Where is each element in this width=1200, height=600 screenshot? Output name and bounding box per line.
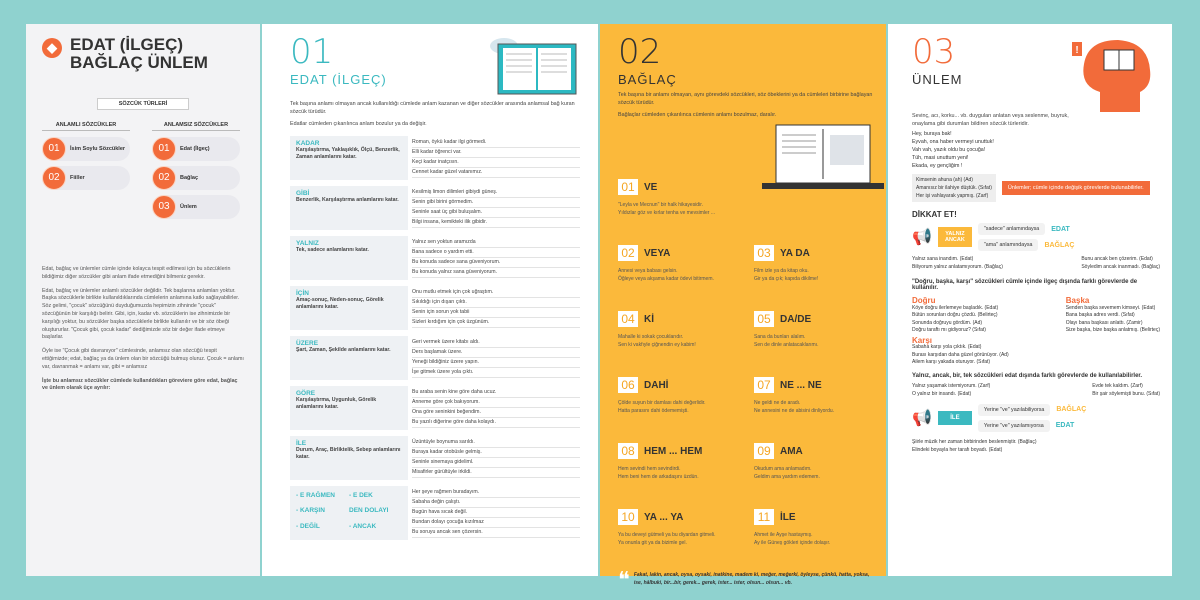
paragraph: Edat, bağlaç ve ünlemler anlamlı sözcükler değildir. Tek başlarına anlamları yoktur. Başka sözcüklerle birlikte kullanıldıklarında cümlelerin anlamına katkı sağlayabilirler. Söz gelimi, "çocuk" sözcüğünü duyduğumuzda hepimizin zihninde "çocuk" sözcüğünün bir karşılığı belirir. Gibi, için, kadar vb. sözcüklerin ise zihnimizde bir karşılığı yoktur, bu sözcükler başka sözcüklerle birlikte kullanılır ve bir söz öbeği oluştururlar. "Çocuk gibi, çocuk kadar" dediğimizde söz bir değer ifade etmeye başlarlar.	[42, 287, 240, 341]
edat-example: Bana sadece o yardım etti.	[412, 248, 580, 258]
section-title: BAĞLAÇ	[618, 72, 677, 87]
edat-example: Misafirler gürültüyle irkildi.	[412, 468, 580, 478]
edat-example: Kesilmiş limon dilimleri gibiydi güneş.	[412, 188, 580, 198]
conjunction-example: Gir ya da çık; kapıda dikilme!	[754, 276, 819, 282]
conjunction-card	[618, 245, 738, 311]
edat-keyword: - E RAĞMEN	[296, 492, 335, 499]
panel-header	[42, 36, 244, 72]
conjunction-card	[618, 179, 738, 245]
edat-example: Bu araba senin kine göre daha ucuz.	[412, 388, 580, 398]
conjunction-example: Okudum ama anlamadım.	[754, 466, 812, 472]
edat-keyword: ÜZERE	[296, 340, 319, 347]
edat-keyword: İÇİN	[296, 290, 309, 297]
interjection-example: Vah vah, yazık oldu bu çocuğa!	[912, 147, 986, 153]
dikkat-heading: DİKKAT ET!	[912, 210, 957, 219]
conjunction-card	[618, 377, 738, 443]
edat-keyword: - DEĞİL	[296, 522, 320, 530]
conjunction-word: VE	[644, 181, 658, 193]
meaning-tag: Yerine "ve" yazılamıyorsa	[978, 420, 1050, 432]
edat-keyword: DEN DOLAYI	[349, 507, 389, 515]
conjunction-example: Annesi veya babası gelsin.	[618, 268, 678, 274]
example-line: Söyledim ancak inanmadı. (Bağlaç)	[1081, 264, 1160, 270]
conjunction-example: Yıldızlar göz ve kırlar tenha ve mevsimler ...	[618, 210, 715, 216]
conjunction-card	[754, 443, 874, 509]
example-line: Şiirle müzik her zaman birbirinden beslenmiştir. (Bağlaç)	[912, 438, 1037, 445]
conjunction-example: Ay ile Güneş gökleri içinde dolaşır.	[754, 540, 831, 546]
example-line: Size başka, bize başka anlatmış. (Belirteç)	[1065, 327, 1160, 333]
edat-desc: Tek, sadece anlamlarını katar.	[296, 247, 369, 253]
edat-example: Sıkıldığı için dışarı çıktı.	[412, 298, 580, 308]
conjunction-number: 11	[754, 509, 774, 525]
conjunction-example: Hatta parasını dahi ödememişti.	[618, 408, 689, 414]
edat-row	[290, 136, 584, 180]
item-label: Ünlem	[180, 204, 197, 210]
role-example: Amanısız bir ilahiye düştük. (Sıfat)	[916, 185, 992, 191]
edat-row	[290, 286, 584, 330]
conjunction-word: DAHİ	[644, 379, 669, 391]
interjection-example: Tüh, masi unuttum yeni!	[912, 155, 969, 161]
edat-example: Sizleri kırdığım için çok üzgünüm.	[412, 318, 580, 328]
edat-example: Ders başlamak üzere.	[412, 348, 580, 358]
conjunction-example: "Leyla ve Mecnun" bir halk hikayesidir.	[618, 202, 703, 208]
conjunction-example: Hem sevindi hem sevindirdi.	[618, 466, 681, 472]
subheading: Başka	[1065, 296, 1090, 305]
item-number: 01	[152, 137, 176, 161]
edat-example: Buraya kadar otobüsle gelmiş.	[412, 448, 580, 458]
column-heading: ANLAMSIZ SÖZCÜKLER	[152, 122, 240, 131]
edat-example: Her şeye rağmen buradayım.	[412, 488, 580, 498]
edat-desc: Şart, Zaman, Şekilde anlamlarını katar.	[296, 347, 391, 353]
role-example: Kimsenin ahuna (ah) (Ad)	[916, 177, 973, 183]
edat-keyword: - ANCAK	[349, 522, 377, 530]
edat-example: İşe gitmek üzere yola çıktı.	[412, 368, 580, 378]
example-line: Sonunda doğruyu gördüm. (Ad)	[912, 319, 983, 326]
baglac-panel	[600, 24, 886, 592]
column-heading: ANLAMLI SÖZCÜKLER	[42, 122, 130, 131]
conjunction-word: AMA	[780, 445, 803, 457]
tree-item	[152, 137, 240, 161]
example-line: Bana başka adres verdi. (Sıfat)	[1065, 312, 1135, 318]
example-line: Sabaha karşı yola çıktık. (Edat)	[912, 344, 982, 350]
edat-label: EDAT	[1051, 225, 1070, 233]
example-line: Olayı bana başkası anlattı. (Zamir)	[1065, 319, 1143, 326]
example-line: Bütün sorunları doğru çözdü. (Belirteç)	[912, 312, 998, 318]
conjunction-example: Çölde suyun bir damlası dahi değerlidir.	[618, 400, 706, 406]
item-number: 01	[42, 137, 66, 161]
conjunction-grid	[618, 179, 874, 575]
yalniz-ancak-badge: YALNIZ ANCAK	[938, 227, 972, 247]
conjunction-word: DA/DE	[780, 313, 812, 325]
conjunction-example: Ya onunla git ya da bizimle gel.	[618, 540, 687, 546]
item-number: 02	[152, 166, 176, 190]
conjunction-card	[754, 377, 874, 443]
example-line: Yalnız sana inandım. (Edat)	[912, 256, 974, 262]
example-line: Evde tek kaldım. (Zarf)	[1092, 382, 1143, 389]
edat-row	[290, 236, 584, 280]
edat-row-last	[290, 486, 584, 540]
subheading: Doğru	[912, 296, 936, 305]
edat-example: Bu konuda sadece sana güveniyorum.	[412, 258, 580, 268]
edat-label: EDAT	[1055, 422, 1075, 429]
note-quote: "Doğru, başka, karşı" sözcükleri cümle içinde ilgeç dışında farklı görevlerde de kullanılır.	[912, 279, 1138, 291]
section-number: 03	[912, 32, 956, 72]
intro-text	[42, 266, 244, 393]
conjunction-card	[618, 443, 738, 509]
conjunction-example: Ya bu deveyi gütmeli ya bu diyardan gitmeli.	[618, 532, 716, 538]
example-line: Yalnız yaşamak istemiyorum. (Zarf)	[912, 382, 991, 389]
meaning-tag: "sadece" anlamındaysa	[978, 223, 1045, 235]
conjunction-example: Hem beni hem de arkadaşını üzdün.	[618, 474, 699, 480]
conjunction-example: Sen ki vakfıyle çiğnendin ey kabim!	[618, 342, 696, 348]
section-title: ÜNLEM	[912, 72, 963, 87]
subheading: Karşı	[912, 335, 933, 345]
edat-example: Onu mutlu etmek için çok uğraştım.	[412, 288, 580, 298]
edat-example: Cennet kadar güzel vatanımız.	[412, 168, 580, 178]
baglac-label: BAĞLAÇ	[1044, 241, 1075, 249]
open-book-icon	[488, 34, 584, 96]
conjunction-card	[754, 245, 874, 311]
paragraph: Öyle ise "Çocuk gibi davranıyor" cümlesinde, anlamsız olan sözcüğü tespit ettiğimizde; edat, bağlaç ya da ünlem olan bir sözcüğü bulmuş oluruz. Çocuk = anlamı var, davranmak = anlamı var, gibi = anlamsız	[42, 348, 244, 370]
edat-example: Roman, öykü kadar ilgi görmedi.	[412, 138, 580, 148]
edat-example: Yalnız sen yoktun aramızda	[412, 238, 580, 248]
interjection-examples	[912, 130, 1160, 170]
conjunction-word: YA DA	[780, 247, 810, 259]
conjunction-number: 01	[618, 179, 638, 195]
conjunction-number: 05	[754, 311, 774, 327]
conjunction-example: Film izle ya da kitap oku.	[754, 268, 809, 274]
role-example: Her işi vahlayarak yapmış. (Zarf)	[916, 193, 989, 199]
meaning-tag: Yerine "ve" yazılabiliyorsa	[978, 404, 1050, 416]
edat-example: Seninle saat üç gibi buluşalım.	[412, 208, 580, 218]
conjunction-number: 08	[618, 443, 638, 459]
edat-keyword: - E DEK	[349, 492, 373, 499]
conjunction-number: 09	[754, 443, 774, 459]
conjunction-example: Mahalle ki sokak çocuklarıdır.	[618, 334, 684, 340]
example-line: Ailem karşı yakada oturuyor. (Sıfat)	[912, 359, 991, 365]
conjunction-example: Ahmet ile Ayşe hastaymış.	[754, 532, 813, 538]
item-label: Fiiller	[70, 175, 85, 181]
conjunction-word: İLE	[780, 511, 796, 523]
edat-example: Bugün hava sıcak değil.	[412, 508, 580, 518]
paragraph: Edat, bağlaç ve ünlemler cümle içinde kolayca tespit edilmesi için bu sözcüklerin bildiğimiz diğer sözcükler gibi anlam ifade etmediğini bilmeniz gerekir.	[42, 266, 231, 280]
edat-example: Sabaha değin çalıştı.	[412, 498, 580, 508]
edat-desc: Benzerlik, Karşılaştırma anlamlarını katar.	[296, 197, 399, 203]
conjunction-word: YA ... YA	[644, 511, 684, 523]
conjunction-card	[618, 509, 738, 575]
conjunction-word: HEM ... HEM	[644, 445, 703, 457]
item-number: 02	[42, 166, 66, 190]
edat-example: Ona göre seninkini beğendim.	[412, 408, 580, 418]
laptop-icon	[758, 123, 888, 193]
page-title: EDAT (İLGEÇ) BAĞLAÇ ÜNLEM	[70, 35, 208, 72]
note-quote: Yalnız, ancak, bir, tek sözcükleri edat dışında farklı görevlerde de kullanılabilirler.	[912, 372, 1143, 379]
edat-panel	[262, 24, 598, 576]
conjunction-number: 02	[618, 245, 638, 261]
edat-example: Bilgi insana, kemikteki ilik gibidir.	[412, 218, 580, 228]
megaphone-icon: 📢	[912, 229, 932, 246]
conjunction-example: Ne geldi ne de aradı.	[754, 400, 801, 406]
word-types-tree	[42, 98, 244, 258]
section-number: 02	[618, 32, 662, 72]
item-label: Edat (İlgeç)	[180, 146, 210, 152]
tree-root: SÖZCÜK TÜRLERİ	[97, 98, 189, 110]
ile-badge: İLE	[938, 411, 972, 425]
conjunction-word: VEYA	[644, 247, 671, 259]
section-intro-2: Bağlaçlar cümleden çıkarılınca cümlenin anlamı bozulmaz, daralır.	[618, 112, 777, 118]
section-title: EDAT (İLGEÇ)	[290, 72, 387, 87]
edat-keyword: YALNIZ	[296, 240, 319, 247]
edat-example: Senin için sorun yok tabii	[412, 308, 580, 318]
conjunction-number: 03	[754, 245, 774, 261]
edat-keyword: GÖRE	[296, 390, 316, 397]
meaningful-words-column	[42, 122, 130, 195]
conjunction-card	[618, 311, 738, 377]
tree-item	[42, 137, 130, 161]
item-number: 03	[152, 195, 176, 219]
edat-row	[290, 186, 584, 230]
edat-row	[290, 436, 584, 480]
conjunction-number: 10	[618, 509, 638, 525]
edat-example: Yeneği bildiğiniz üzere yapın.	[412, 358, 580, 368]
example-line: Senden başka sevemem kimseyi. (Edat)	[1065, 304, 1156, 311]
item-label: İsim Soylu Sözcükler	[70, 146, 126, 152]
unlem-panel	[888, 24, 1172, 576]
edat-keyword: KADAR	[296, 140, 320, 147]
conjunction-example: Sen de dinle anlatacaklarımı.	[754, 342, 819, 348]
edat-desc: Karşılaştırma, Yaklaşıklık, Ölçü, Benzerlik, Zaman anlamlarını katar.	[296, 147, 400, 160]
example-line: Bunu ancak ben çözerim. (Edat)	[1081, 256, 1153, 262]
section-intro: Sevinç, acı, korku... vb. duyguları anlatan veya seslenme, buyruk, onaylama gibi durumları bildiren sözcük türleridir.	[912, 113, 1069, 127]
baglac-label: BAĞLAÇ	[1056, 406, 1087, 413]
example-line: Burası karşıdan daha güzel görünüyor. (Ad)	[912, 351, 1009, 358]
edat-example: Elli kadar öğrenci var.	[412, 148, 580, 158]
conjunction-number: 04	[618, 311, 638, 327]
example-line: Bir şair söylemişti bunu. (Sıfat)	[1092, 390, 1160, 397]
example-line: O yalnız bir insandı. (Edat)	[912, 390, 972, 397]
edat-keyword: GİBİ	[296, 190, 310, 197]
edat-row	[290, 336, 584, 380]
edat-desc: Karşılaştırma, Uygunluk, Görelik anlamlarını katar.	[296, 397, 377, 410]
edat-keyword: İLE	[296, 440, 307, 447]
example-line: Elindeki boyayla her tarafı boyadı. (Edat)	[912, 446, 1003, 453]
item-label: Bağlaç	[180, 175, 199, 181]
tree-item	[152, 166, 240, 190]
example-line: Biliyorum yalnız anlatamıyorum. (Bağlaç)	[912, 264, 1003, 270]
edat-example: Bundan dolayı çocuğa kızılmaz	[412, 518, 580, 528]
edat-example: Üzüntüyle boynuma sarıldı.	[412, 438, 580, 448]
meaningless-words-column	[152, 122, 240, 224]
meaning-tag: "ama" anlamındaysa	[978, 239, 1039, 251]
section-number: 01	[290, 32, 334, 72]
edat-example: Bu soruyu ancak sen çözersin.	[412, 528, 580, 538]
edat-example: Bu konuda yalnız sana güveniyorum.	[412, 268, 580, 278]
conjunction-example: Sana da bunları alalım.	[754, 334, 806, 340]
edat-example: Anneme göre çok bakıyorum.	[412, 398, 580, 408]
edat-keyword: - KARŞIN	[296, 507, 325, 515]
edat-example: Seninle sinemaya gideliml.	[412, 458, 580, 468]
tree-item	[42, 166, 130, 190]
edat-desc: Amaç-sonuç, Neden-sonuç, Görelik anlamlarını katar.	[296, 297, 384, 310]
edat-example: Geri vermek üzere kitabı aldı.	[412, 338, 580, 348]
conjunction-word: Kİ	[644, 313, 654, 325]
edat-example: Keçi kadar inatçısın.	[412, 158, 580, 168]
svg-text:!: !	[1075, 45, 1079, 56]
tree-item	[152, 195, 240, 219]
quote-icon: ❝	[618, 567, 630, 592]
paragraph: İşte bu anlamsız sözcükler cümlede kullanıldıkları göreviere göre edat, bağlaç ve ünlem olarak üçe ayrılır:	[42, 377, 238, 392]
edat-example: Bu yazılı diğerine göre daha kolaydı.	[412, 418, 580, 428]
interjection-example: Hey, buraya bak!	[912, 131, 952, 137]
conjunction-example: Ne annesini ne de abisini dinliyordu.	[754, 408, 835, 414]
example-line: Doğru taraftı mı gidiyoruz? (Sıfat)	[912, 327, 986, 333]
section-intro-2: Edatlar cümleden çıkarılınca anlam bozulur ya da değişir.	[290, 121, 427, 127]
conjunction-word: NE ... NE	[780, 379, 822, 391]
conjunction-card	[754, 509, 874, 575]
section-intro: Tek başına anlamı olmayan ancak kullanıldığı cümlede anlam kazanan ve diğer sözcükler arasında anlamsal bağ kuran sözcük türüdür.	[290, 101, 575, 115]
example-line: Köye doğru ilerlemeye başladık. (Edat)	[912, 304, 999, 311]
edat-desc: Durum, Araç, Birliktelik, Sebep anlamlarını katar.	[296, 447, 401, 460]
conjunction-example: Geldim ama yardım edemem.	[754, 474, 820, 480]
interjection-example: Eyvah, ona haber vermeyi unuttuk!	[912, 139, 994, 145]
intro-panel	[26, 24, 260, 576]
head-profile-icon	[1070, 34, 1160, 112]
interjection-example: Ekada, ey gençliğim !	[912, 163, 963, 169]
brand-logo-icon: ◆	[42, 38, 62, 58]
conjunction-number: 07	[754, 377, 774, 393]
note-badge: Ünlemler; cümle içinde değişik görevlerde bulunabilirler.	[1002, 181, 1150, 195]
conjunction-example: Öğleye veya akşama kadar ödevi bitirmem.	[618, 276, 714, 282]
conjunction-card	[754, 311, 874, 377]
conjunction-number: 06	[618, 377, 638, 393]
other-conjunctions: Fakat, lakin, ancak, oysa, oysaki, inatkine, madem ki, meğer, meğerki, öyleyse, çünkü, hatta, yoksa, ise, hâlbuki, bir...bir, gerek... gerek, ister... ister, olsun... olsun... vb.	[633, 572, 870, 586]
megaphone-icon: 📢	[912, 409, 932, 427]
edat-example: Senin gibi birini görmedim.	[412, 198, 580, 208]
section-intro: Tek başına bir anlamı olmayan, aynı görevdeki sözcükleri, söz öbeklerini ya da cümleleri birbirine bağlayan sözcük türüdür.	[618, 92, 873, 106]
edat-row	[290, 386, 584, 430]
